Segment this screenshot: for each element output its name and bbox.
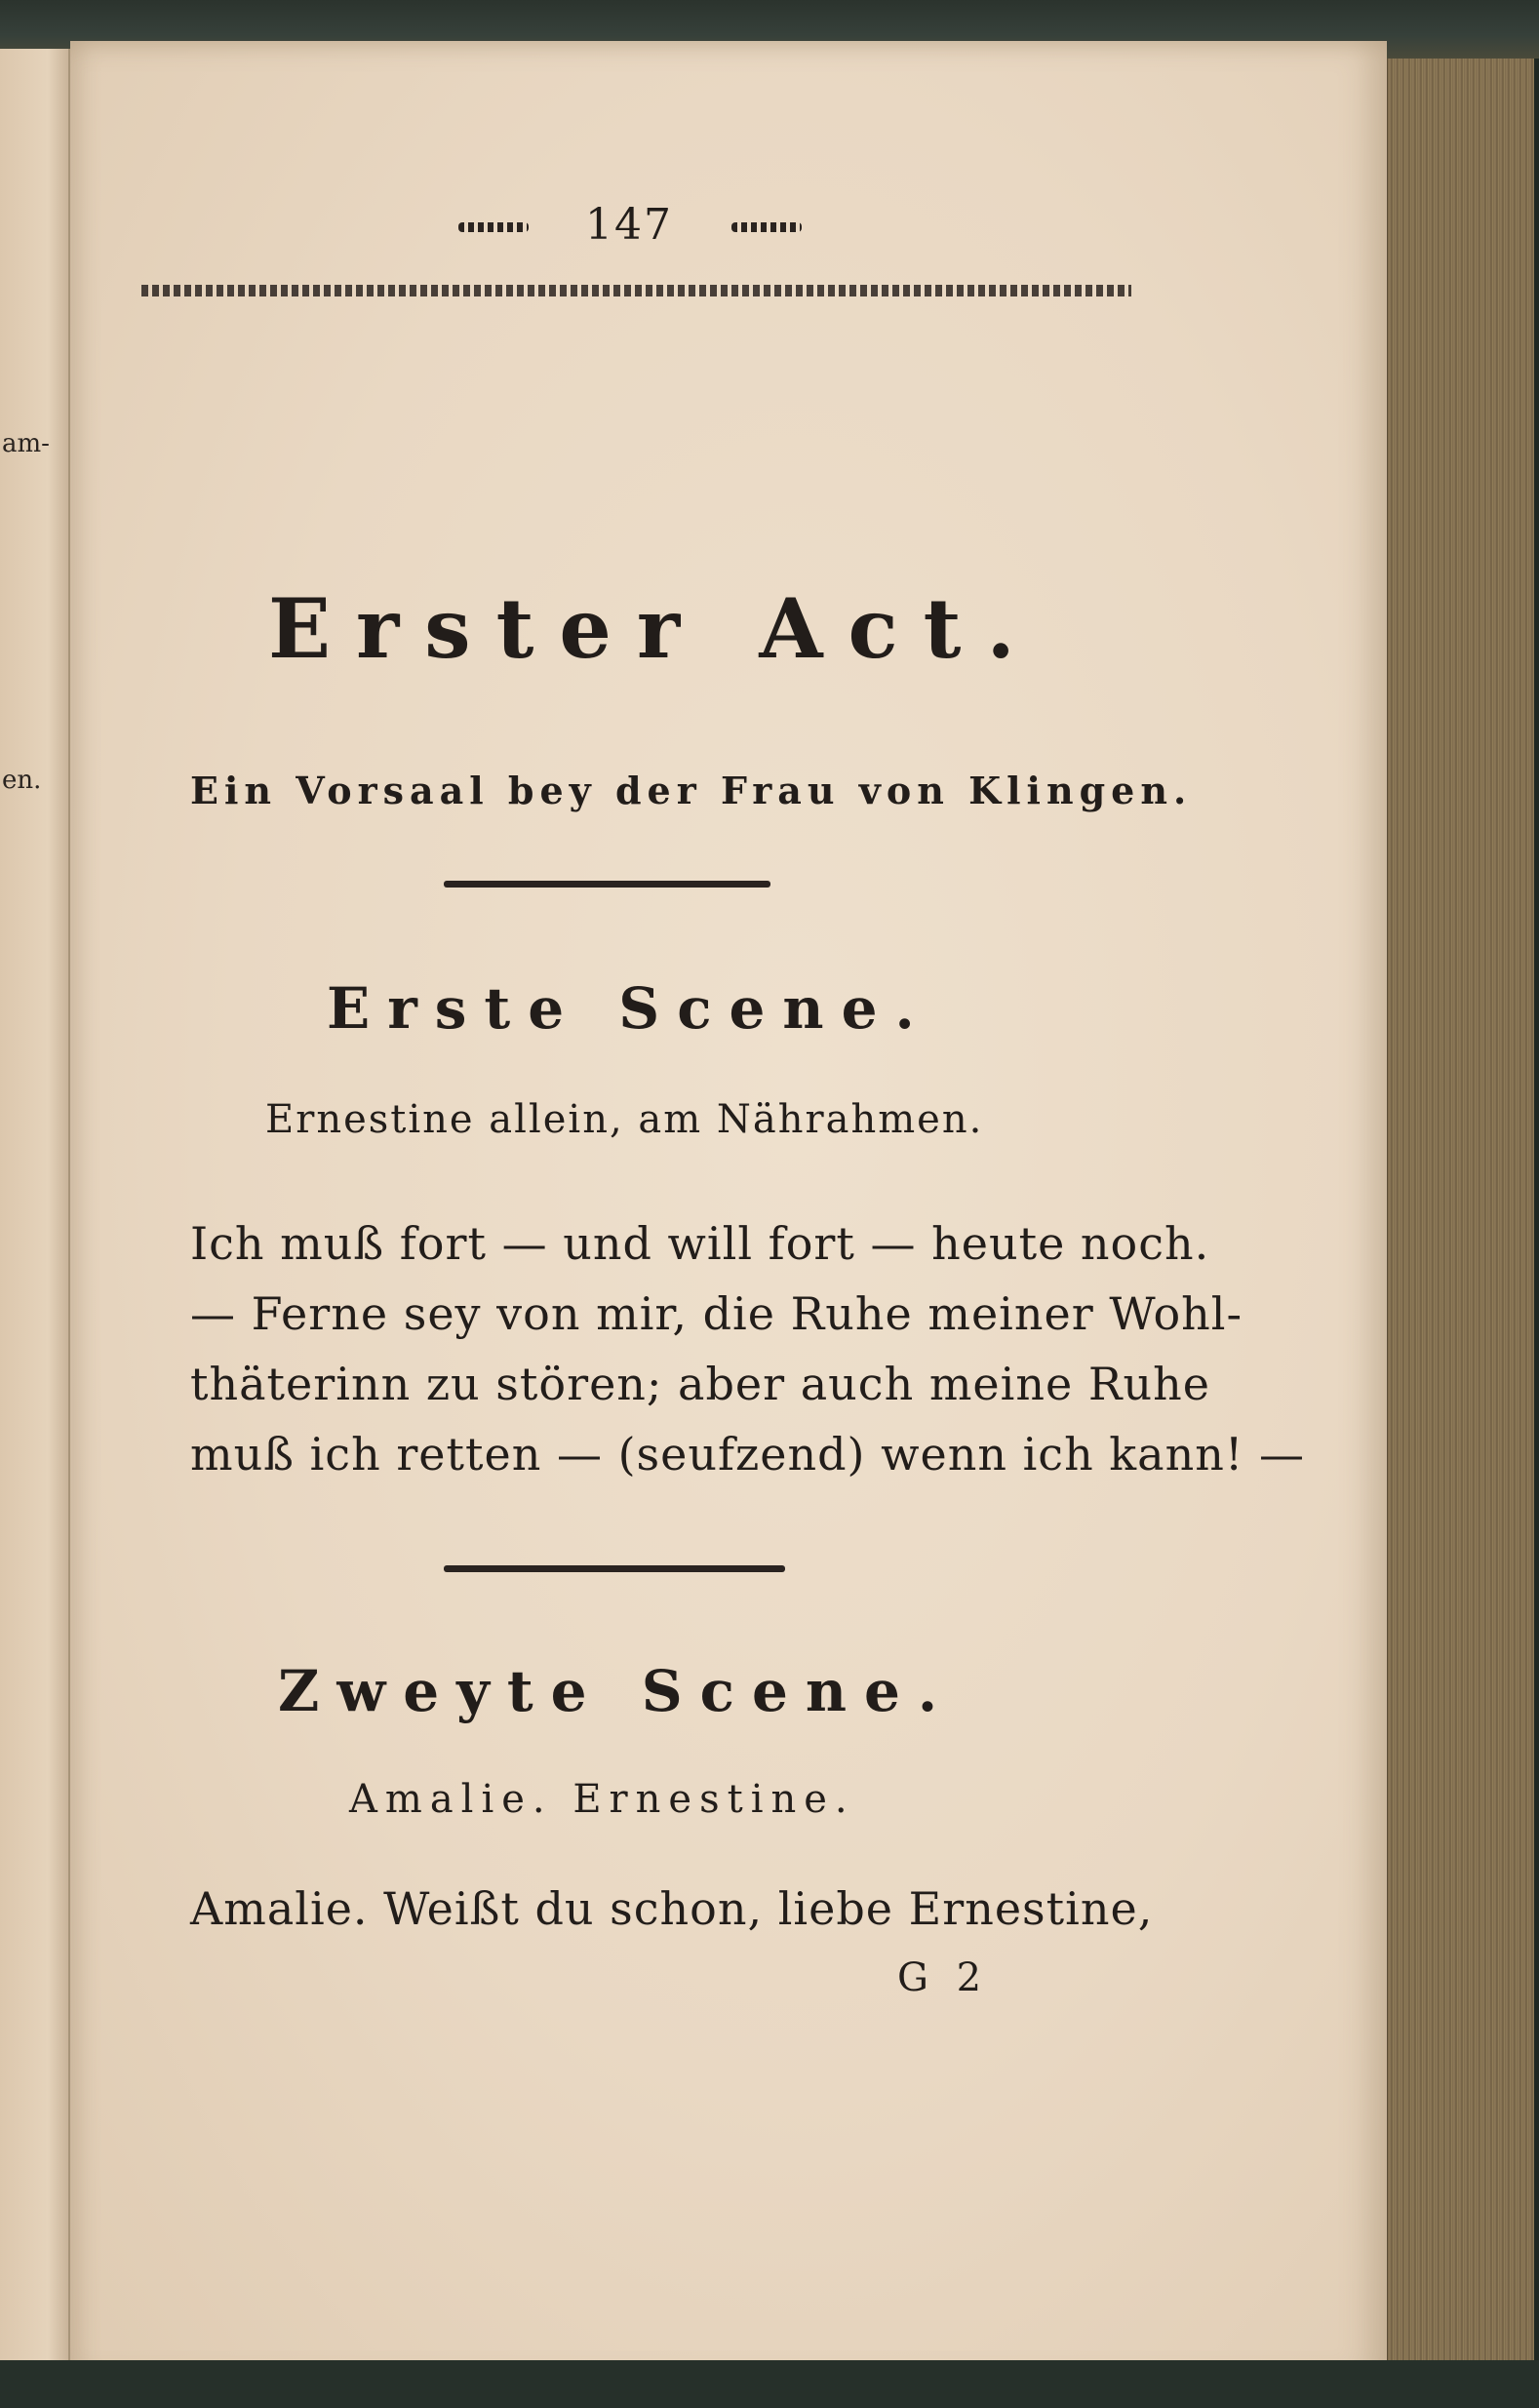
scene-title: Erste Scene. [327,975,932,1042]
scene-title: Zweyte Scene. [278,1658,956,1724]
left-page-fragment: am- [2,429,50,458]
stage-direction: Amalie. Ernestine. [349,1777,855,1822]
section-rule [444,881,770,888]
page-fore-edge [1385,59,1534,2380]
text-line: Ich muß fort — und will fort — heute noch. [190,1217,1210,1270]
header-ornament-right [731,222,802,232]
text-line: — Ferne sey von mir, die Ruhe meiner Wohl- [190,1287,1243,1340]
text-line: thäterinn zu stören; aber auch meine Ruhe [190,1358,1210,1410]
setting-description: Ein Vorsaal bey der Frau von Klingen. [190,769,1193,812]
book-page [70,41,1387,2382]
binding-bottom [0,2360,1539,2408]
left-page-fragment: en. [2,766,42,795]
previous-page-edge [0,49,70,2360]
text-line: Amalie. Weißt du schon, liebe Ernestine, [190,1882,1154,1935]
act-title: Erster Act. [268,580,1041,677]
page-number: 147 [585,200,673,250]
text-line: muß ich retten — (seufzend) wenn ich kann! — [190,1428,1305,1480]
stage-direction: Ernestine allein, am Nährahmen. [265,1097,984,1142]
header-rule [141,285,1131,296]
header-ornament-left [458,222,529,232]
section-rule [444,1565,785,1572]
signature-mark: G 2 [897,1955,990,2000]
